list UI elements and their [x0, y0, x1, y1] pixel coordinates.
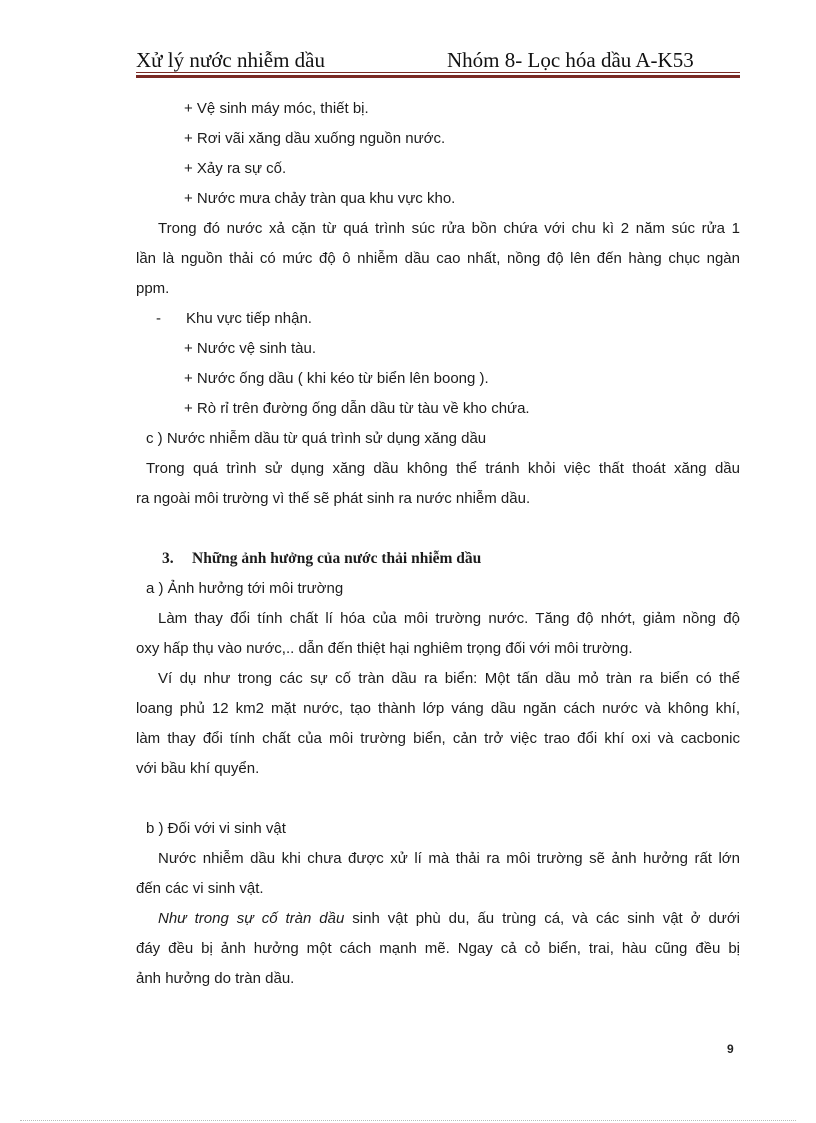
section-number: 3.: [162, 550, 174, 567]
paragraph-line: ra ngoài môi trường vì thế sẽ phát sinh ra nước nhiễm dầu.: [136, 490, 531, 507]
bullet-line: + Rơi vãi xăng dầu xuống nguồn nước.: [184, 130, 446, 147]
paragraph-line: đến các vi sinh vật.: [136, 880, 264, 897]
paragraph-line: làm thay đổi tính chất của môi trường biển, cản trở việc trao đổi khí oxi và cacbonic: [136, 730, 740, 747]
paragraph-line: đáy đều bị ảnh hưởng một cách mạnh mẽ. Ngay cả cỏ biển, trai, hàu cũng đều bị: [136, 940, 740, 957]
paragraph-line: Trong đó nước xả cặn từ quá trình súc rửa bồn chứa với chu kì 2 năm súc rửa 1: [158, 220, 740, 237]
section-title: Những ảnh hưởng của nước thải nhiễm dầu: [192, 550, 482, 567]
paragraph-line: lần là nguồn thải có mức độ ô nhiễm dầu cao nhất, nồng độ lên đến hàng chục ngàn: [136, 250, 740, 267]
paragraph-line: Làm thay đổi tính chất lí hóa của môi trường nước. Tăng độ nhớt, giảm nồng độ: [158, 610, 740, 627]
section-heading-3: [136, 544, 740, 574]
paragraph-line: Ví dụ như trong các sự cố tràn dầu ra biển: Một tấn dầu mỏ tràn ra biển có thể: [158, 670, 740, 687]
italic-lead: Như trong sự cố tràn dầu: [158, 910, 345, 927]
page-header-right: Nhóm 8- Lọc hóa dầu A-K53: [447, 48, 694, 72]
paragraph-rest: sinh vật phù du, ấu trùng cá, và các sinh vật ở dưới: [344, 910, 740, 927]
bullet-line: + Xảy ra sự cố.: [184, 160, 287, 177]
spacer: [136, 514, 740, 544]
document-body: [136, 94, 740, 994]
bullet-line: + Vệ sinh máy móc, thiết bị.: [184, 100, 369, 117]
paragraph-line: Trong quá trình sử dụng xăng dầu không thể tránh khỏi việc thất thoát xăng dầu: [146, 460, 740, 477]
bullet-line: + Nước ống dầu ( khi kéo từ biển lên boong ).: [184, 370, 489, 387]
paragraph-line: với bầu khí quyển.: [136, 760, 260, 777]
subheading-c: c ) Nước nhiễm dầu từ quá trình sử dụng xăng dầu: [146, 430, 487, 447]
bullet-line: + Nước vệ sinh tàu.: [184, 340, 317, 357]
page-header-left: Xử lý nước nhiễm dầu: [136, 48, 325, 72]
subheading-b: b ) Đối với vi sinh vật: [146, 820, 286, 837]
bullet-line: + Rò rỉ trên đường ống dẫn dầu từ tàu về kho chứa.: [184, 400, 530, 417]
header-rule-thin: [136, 72, 740, 73]
paragraph-line: Nước nhiễm dầu khi chưa được xử lí mà thải ra môi trường sẽ ảnh hưởng rất lớn: [158, 850, 740, 867]
paragraph-line: oxy hấp thụ vào nước,.. dẫn đến thiệt hại nghiêm trọng đối với môi trường.: [136, 640, 633, 657]
spacer: [136, 784, 740, 814]
dash-item-text: Khu vực tiếp nhận.: [186, 310, 312, 327]
paragraph-line: ppm.: [136, 280, 170, 297]
bullet-line: + Nước mưa chảy tràn qua khu vực kho.: [184, 190, 456, 207]
paragraph-line: [136, 904, 740, 934]
paragraph-line: ảnh hưởng do tràn dầu.: [136, 970, 295, 987]
subheading-a: a ) Ảnh hưởng tới môi trường: [146, 580, 344, 597]
header-rule-thick: [136, 75, 740, 78]
footer-divider: [20, 1120, 796, 1121]
dash-marker: -: [156, 310, 161, 327]
page-number: 9: [727, 1042, 734, 1056]
paragraph-line: loang phủ 12 km2 mặt nước, tạo thành lớp váng dầu ngăn cách nước và không khí,: [136, 700, 740, 717]
dash-list-item: [136, 304, 740, 334]
